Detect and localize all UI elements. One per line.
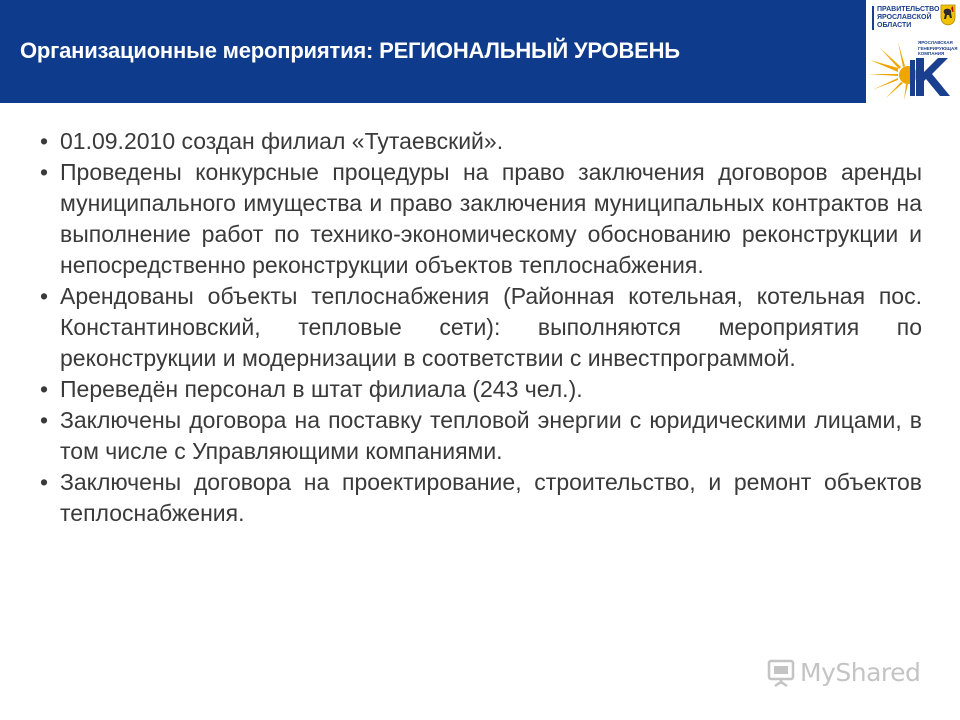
list-item-text: Заключены договора на поставку тепловой энергии с юридическими лицами, в том числе с Управляющими компаниями. bbox=[60, 407, 922, 464]
header-bar bbox=[0, 0, 866, 103]
list-item-text: 01.09.2010 создан филиал «Тутаевский». bbox=[60, 128, 504, 154]
bullet-marker: • bbox=[40, 128, 49, 154]
government-logo-text bbox=[872, 6, 939, 30]
list-item bbox=[40, 467, 922, 529]
list-item bbox=[40, 281, 922, 374]
coat-of-arms-icon bbox=[940, 4, 956, 26]
bullet-marker: • bbox=[40, 159, 49, 185]
page-title: Организационные мероприятия: РЕГИОНАЛЬНЫЙ УРОВЕНЬ bbox=[20, 38, 680, 63]
government-line: ЯРОСЛАВСКОЙ bbox=[877, 14, 932, 21]
bullet-marker: • bbox=[40, 283, 49, 309]
company-line: КОМПАНИЯ bbox=[918, 51, 945, 56]
bullet-list bbox=[40, 126, 922, 529]
list-item bbox=[40, 126, 922, 157]
list-item-text: Переведён персонал в штат филиала (243 чел.). bbox=[60, 376, 583, 402]
list-item-text: Арендованы объекты теплоснабжения (Районная котельная, котельная пос. Константиновский, тепловые сети): выполняются мероприятия по реконструкции и модернизации в соответствии с инвестпрограммой. bbox=[60, 283, 922, 371]
list-item-text: Проведены конкурсные процедуры на право заключения договоров аренды муниципального имущества и право заключения муниципальных контрактов на выполнение работ по технико-экономическому обоснованию реконструкции и непосредственно реконструкции объектов теплоснабжения. bbox=[60, 159, 922, 278]
watermark[interactable] bbox=[766, 654, 926, 694]
company-line: ЯРОСЛАВСКАЯ bbox=[918, 40, 953, 45]
list-item bbox=[40, 157, 922, 281]
bullet-marker: • bbox=[40, 469, 49, 495]
list-item bbox=[40, 374, 922, 405]
list-item-text: Заключены договора на проектирование, строительство, и ремонт объектов теплоснабжения. bbox=[60, 469, 922, 526]
logo-area bbox=[866, 0, 960, 103]
bullet-marker: • bbox=[40, 376, 49, 402]
government-line: ОБЛАСТИ bbox=[877, 22, 912, 29]
company-line: ГЕНЕРИРУЮЩАЯ bbox=[918, 45, 958, 51]
bullet-marker: • bbox=[40, 407, 49, 433]
company-logo-text bbox=[918, 40, 958, 57]
list-item bbox=[40, 405, 922, 467]
presentation-icon bbox=[766, 658, 796, 688]
watermark-text: MyShared bbox=[800, 658, 921, 687]
government-line: ПРАВИТЕЛЬСТВО bbox=[877, 6, 940, 13]
